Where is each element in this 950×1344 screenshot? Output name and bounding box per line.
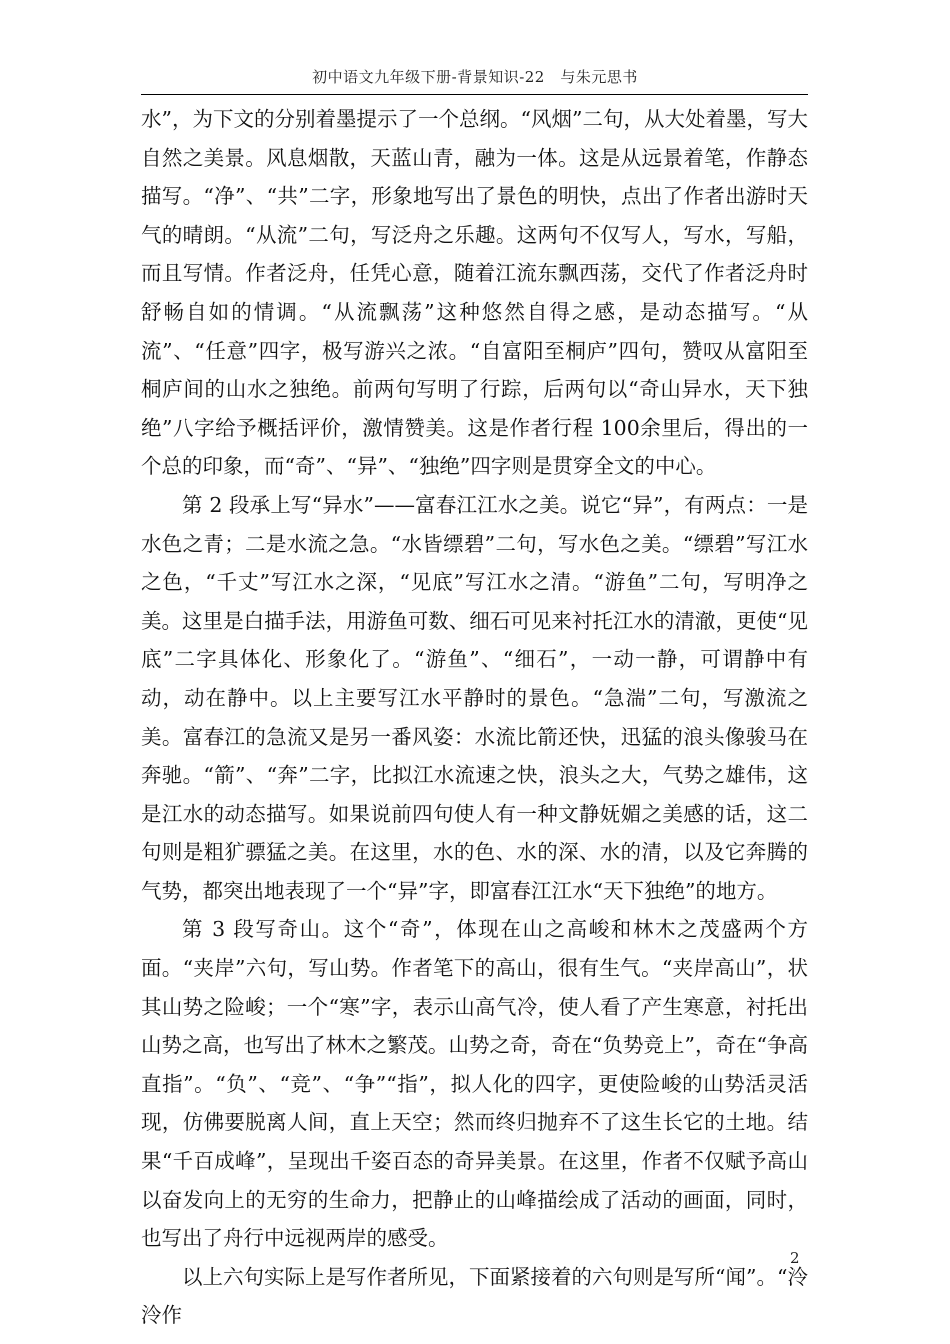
- page-number: 2: [790, 1249, 800, 1267]
- header-rule: [141, 94, 808, 95]
- page-header: 初中语文九年级下册-背景知识-22 与朱元思书: [312, 68, 638, 86]
- paragraph-3: 第 3 段写奇山。这个“奇”，体现在山之高峻和林木之茂盛两个方面。“夹岸”六句，写山势。作者笔下的高山，很有生气。“夹岸高山”，状其山势之险峻；一个“寒”字，表示山高气冷，使人看了产生寒意，衬托出山势之高，也写出了林木之繁茂。山势之奇，奇在“负势竞上”，奇在“争高直指”。“负”、“竞”、“争”“指”，拟人化的四字，更使险峻的山势活灵活现，仿佛要脱离人间，直上天空；然而终归抛弃不了这生长它的土地。结果“千百成峰”，呈现出千姿百态的奇异美景。在这里，作者不仅赋予高山以奋发向上的无穷的生命力，把静止的山峰描绘成了活动的画面，同时，也写出了舟行中远视两岸的感受。: [141, 917, 808, 1251]
- paragraph-2: 第 2 段承上写“异水”——富春江江水之美。说它“异”，有两点：一是水色之青；二是水流之急。“水皆缥碧”二句，写水色之美。“缥碧”写江水之色，“千丈”写江水之深，“见底”写江水之清。“游鱼”二句，写明净之美。这里是白描手法，用游鱼可数、细石可见来衬托江水的清澈，更使“见底”二字具体化、形象化了。“游鱼”、“细石”，一动一静，可谓静中有动，动在静中。以上主要写江水平静时的景色。“急湍”二句，写激流之美。富春江的急流又是另一番风姿：水流比箭还快，迅猛的浪头像骏马在奔驰。“箭”、“奔”二字，比拟江水流速之快，浪头之大，气势之雄伟，这是江水的动态描写。如果说前四句使人有一种文静妩媚之美感的话，这二句则是粗犷骠猛之美。在这里，水的色、水的深、水的清，以及它奔腾的气势，都突出地表现了一个“异”字，即富春江江水“天下独绝”的地方。: [141, 492, 808, 903]
- paragraph-4: 以上六句实际上是写作者所见，下面紧接着的六句则是写所“闻”。“泠泠作: [141, 1264, 808, 1328]
- paragraph-1: 水”，为下文的分别着墨提示了一个总纲。“风烟”二句，从大处着墨，写大自然之美景。风息烟散，天蓝山青，融为一体。这是从远景着笔，作静态描写。“净”、“共”二字，形象地写出了景色的明快，点出了作者出游时天气的晴朗。“从流”二句，写泛舟之乐趣。这两句不仅写人，写水，写船，而且写情。作者泛舟，任凭心意，随着江流东飘西荡，交代了作者泛舟时舒畅自如的情调。“从流飘荡”这种悠然自得之感，是动态描写。“从流”、“任意”四字，极写游兴之浓。“自富阳至桐庐”四句，赞叹从富阳至桐庐间的山水之独绝。前两句写明了行踪，后两句以“奇山异水，天下独绝”八字给予概括评价，激情赞美。这是作者行程 100余里后，得出的一个总的印象，而“奇”、“异”、“独绝”四字则是贯穿全文的中心。: [141, 107, 808, 479]
- document-body: [141, 100, 808, 1335]
